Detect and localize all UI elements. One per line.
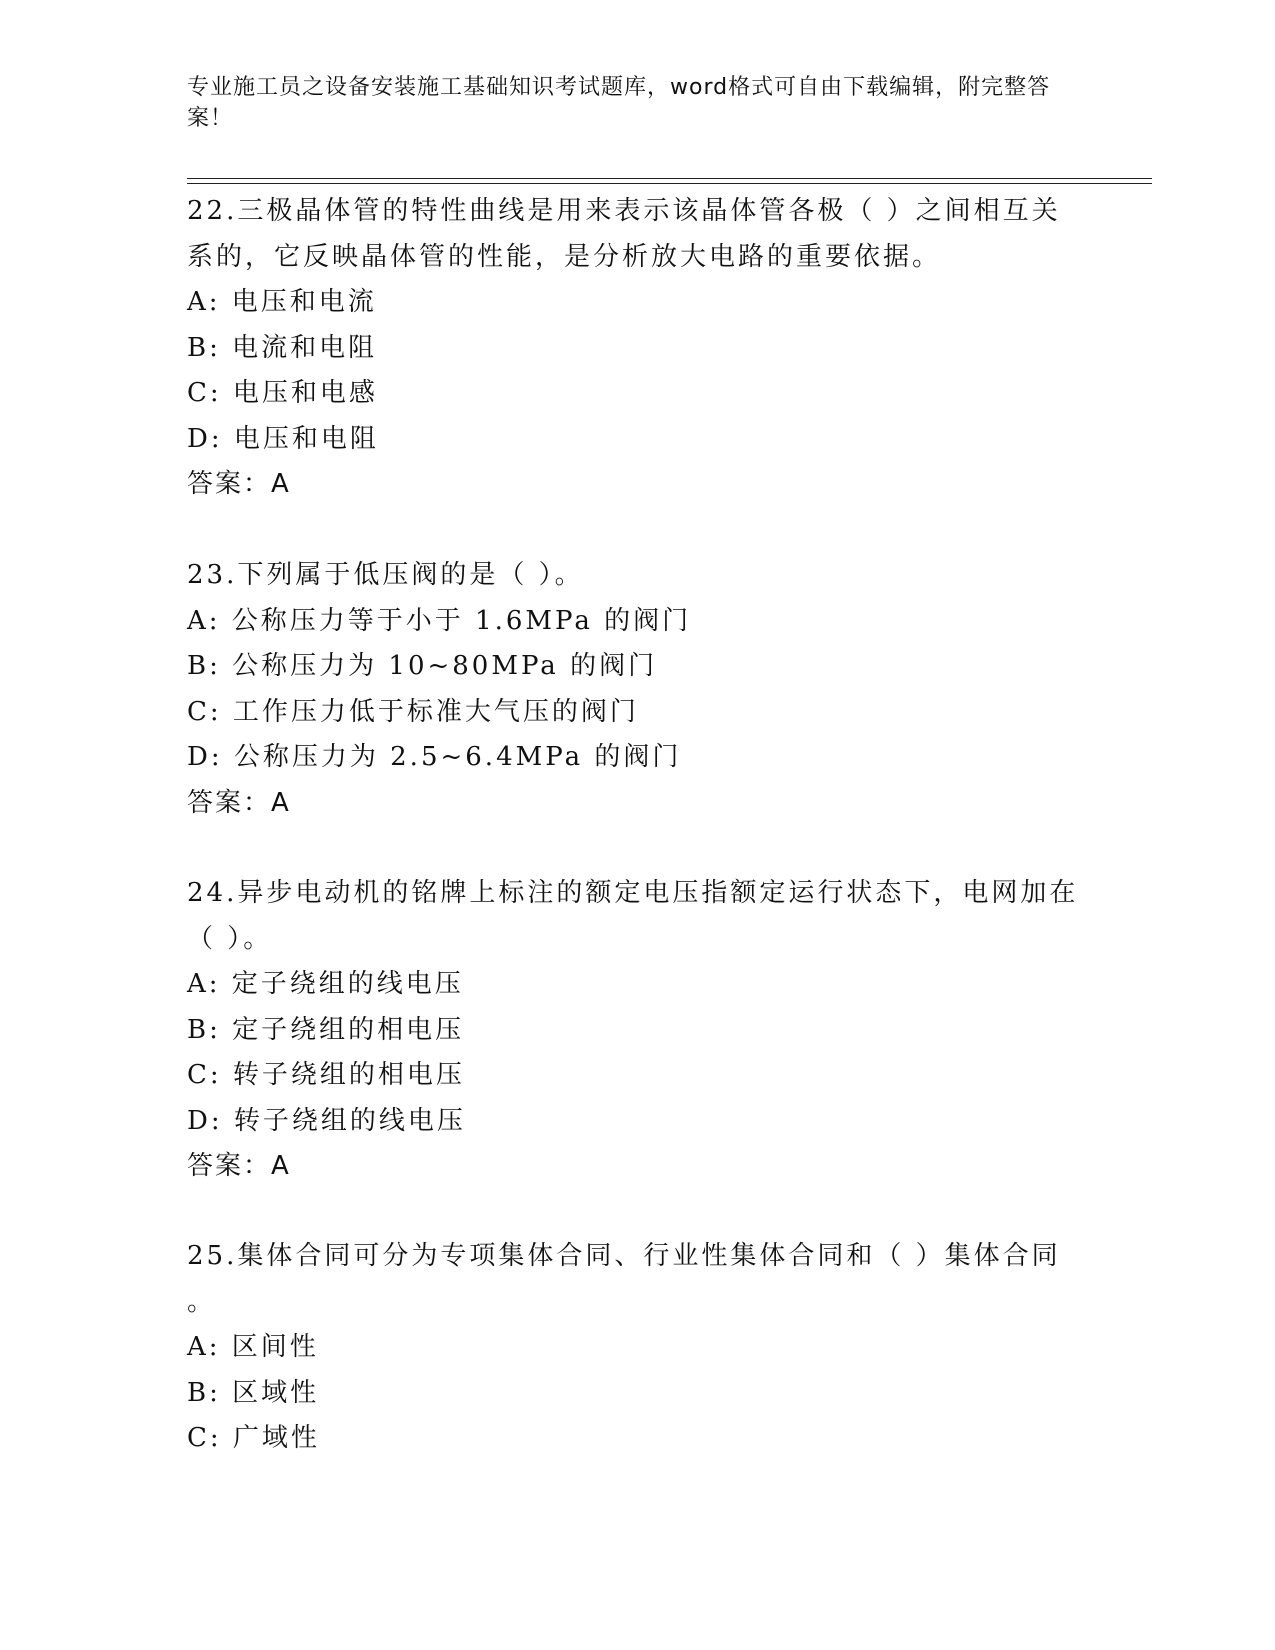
question-stem-line: （ ）。	[187, 923, 273, 954]
option-b: B: 电流和电阻	[187, 332, 378, 363]
option-a: A: 公称压力等于小于 1.6MPa 的阀门	[187, 605, 692, 636]
question-23	[187, 553, 1087, 826]
header-divider-top	[187, 178, 1152, 179]
option-d: D: 转子绕组的线电压	[187, 1105, 466, 1136]
option-c: C: 转子绕组的相电压	[187, 1060, 465, 1090]
option-a: A: 电压和电流	[187, 287, 377, 317]
question-stem-line: 。	[187, 1286, 217, 1317]
question-stem-line: 25.集体合同可分为专项集体合同、行业性集体合同和（ ）集体合同	[187, 1241, 1061, 1271]
answer-text: 答案：A	[187, 1151, 291, 1181]
question-stem-line: 24.异步电动机的铭牌上标注的额定电压指额定运行状态下，电网加在	[187, 878, 1079, 908]
question-22	[187, 189, 1087, 508]
question-stem-line: 系的，它反映晶体管的性能，是分析放大电路的重要依据。	[187, 241, 942, 272]
question-25	[187, 1234, 1087, 1462]
option-b: B: 定子绕组的相电压	[187, 1014, 465, 1045]
option-b: B: 公称压力为 10~80MPa 的阀门	[187, 651, 658, 681]
question-stem-line: 22.三极晶体管的特性曲线是用来表示该晶体管各极（ ）之间相互关	[187, 196, 1061, 226]
question-24	[187, 871, 1087, 1190]
header-divider-bottom	[187, 183, 1152, 184]
document-header-text: 专业施工员之设备安装施工基础知识考试题库，word格式可自由下载编辑，附完整答案！	[187, 75, 1051, 131]
answer-text: 答案：A	[187, 787, 291, 818]
option-a: A: 区间性	[187, 1332, 319, 1362]
option-c: C: 工作压力低于标准大气压的阀门	[187, 696, 639, 727]
option-c: C: 电压和电感	[187, 378, 378, 408]
question-stem-line: 23.下列属于低压阀的是（ ）。	[187, 560, 584, 590]
option-d: D: 电压和电阻	[187, 423, 379, 454]
option-a: A: 定子绕组的线电压	[187, 969, 464, 999]
option-c: C: 广域性	[187, 1423, 320, 1453]
option-b: B: 区域性	[187, 1377, 320, 1408]
answer-text: 答案：A	[187, 469, 291, 499]
option-d: D: 公称压力为 2.5~6.4MPa 的阀门	[187, 742, 682, 772]
